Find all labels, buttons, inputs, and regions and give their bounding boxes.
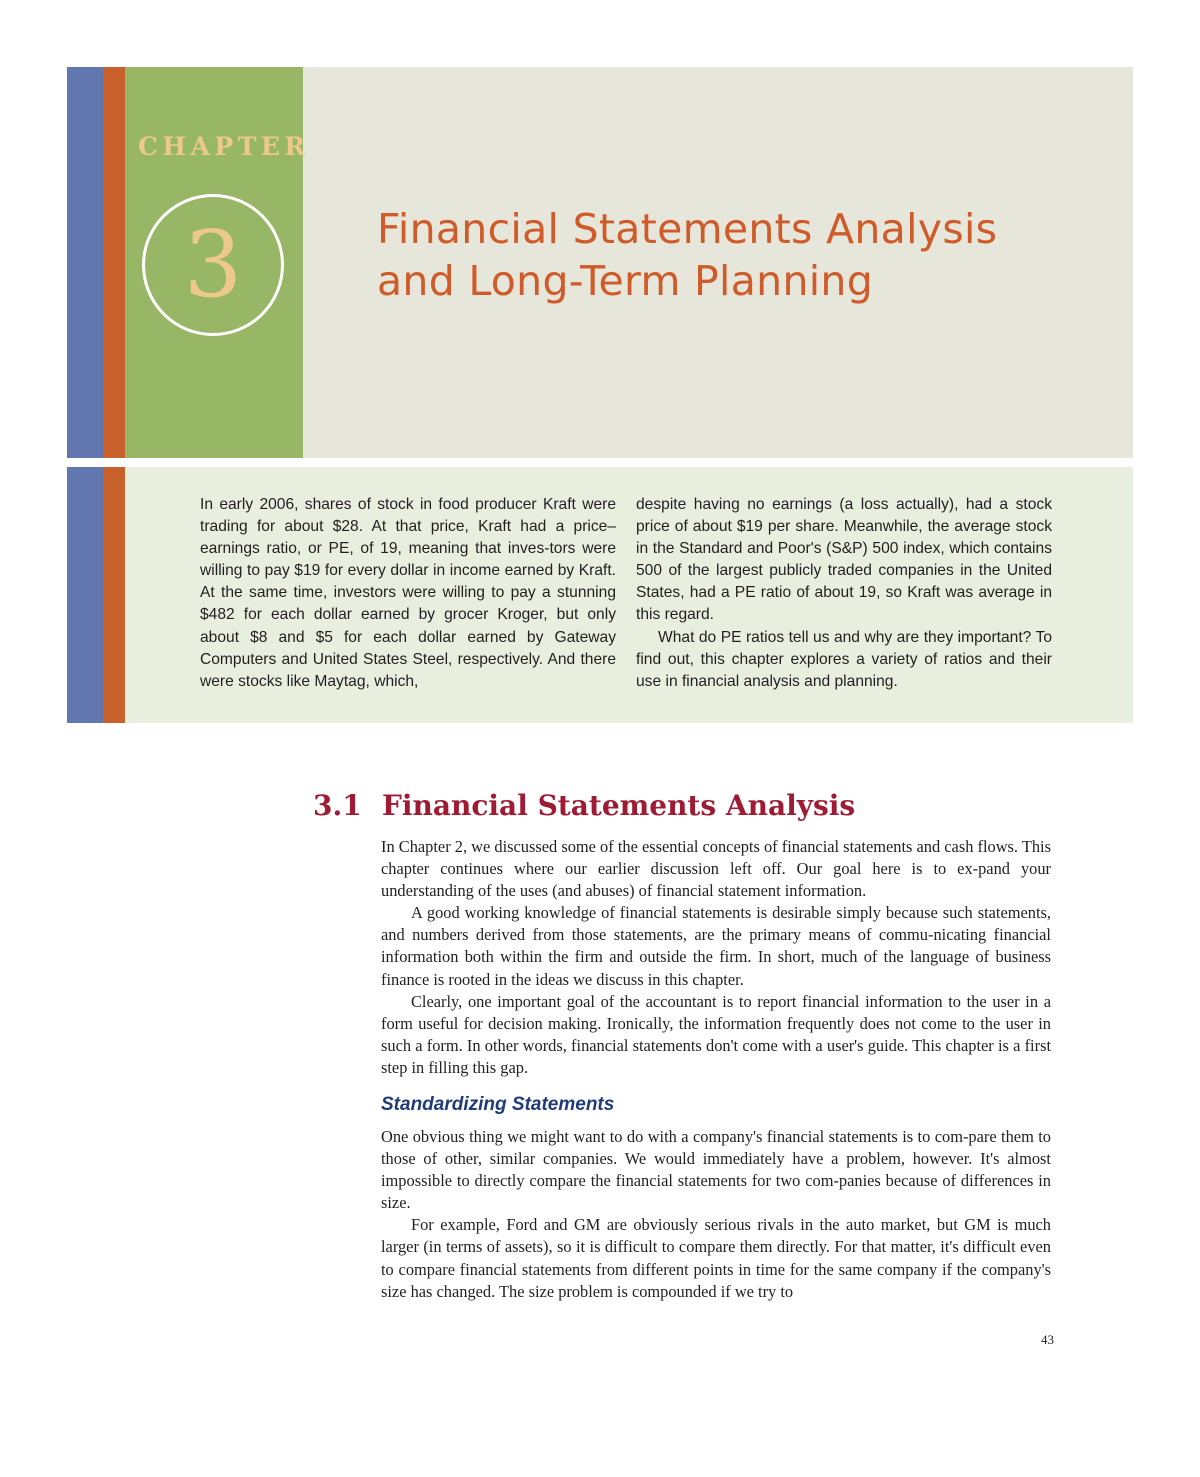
chapter-label: CHAPTER — [138, 132, 310, 161]
subsection-body — [381, 1126, 1051, 1303]
intro-column-right — [636, 494, 1052, 693]
intro-paragraph: What do PE ratios tell us and why are they important? To find out, this chapter explores a variety of ratios and their use in financial analysis and planning. — [636, 628, 1052, 690]
section-heading — [313, 789, 855, 822]
page-number: 43 — [1041, 1332, 1054, 1347]
header-blue-strip — [67, 67, 103, 458]
chapter-title-line-1: Financial Statements Analysis — [377, 205, 998, 253]
chapter-number: 3 — [183, 211, 243, 318]
body-paragraph: For example, Ford and GM are obviously serious rivals in the auto market, but GM is much larger (in terms of assets), so it is difficult to compare them directly. For that matter, it's difficult even to compare financial statements from different points in time for the same company if the company's size has changed. The size problem is compounded if we try to — [381, 1215, 1051, 1301]
intro-paragraph: In early 2006, shares of stock in food producer Kraft were trading for about $28. At that price, Kraft had a price–earnings ratio, or PE, of 19, meaning that inves-tors were willing to pay $19 for every dollar in income earned by Kraft. At the same time, investors were willing to pay a stunning $482 for each dollar earned by grocer Kroger, but only about $8 and $5 for each dollar earned by Gateway Computers and United States Steel, respectively. And there were stocks like Maytag, which, — [200, 496, 616, 690]
intro-orange-strip — [103, 467, 125, 723]
intro-column-left — [200, 494, 616, 693]
section-body — [381, 836, 1051, 1079]
subsection-heading: Standardizing Statements — [381, 1094, 615, 1115]
intro-blue-strip — [67, 467, 103, 723]
body-paragraph: In Chapter 2, we discussed some of the essential concepts of financial statements and cash flows. This chapter continues where our earlier discussion left off. Our goal here is to ex-pand your understanding of the uses (and abuses) of financial statement information. — [381, 837, 1051, 901]
chapter-title — [377, 203, 1117, 307]
intro-paragraph: despite having no earnings (a loss actually), had a stock price of about $19 per share. Meanwhile, the average stock in the Standard and Poor's (S&P) 500 index, which contains 500 of the largest publicly traded companies in the United States, had a PE ratio of about 19, so Kraft was average in this regard. — [636, 496, 1052, 624]
header-orange-strip — [103, 67, 125, 458]
chapter-title-line-2: and Long-Term Planning — [377, 257, 874, 305]
section-number: 3.1 — [313, 789, 362, 822]
section-title: Financial Statements Analysis — [382, 789, 856, 822]
body-paragraph: One obvious thing we might want to do with a company's financial statements is to com-pare them to those of other, similar companies. We would immediately have a problem, however. It's almost impossible to directly compare the financial statements for two com-panies because of differences in size. — [381, 1127, 1051, 1213]
body-paragraph: A good working knowledge of financial statements is desirable simply because such statements, and numbers derived from those statements, are the primary means of commu-nicating financial information both within the firm and outside the firm. In short, much of the language of business finance is rooted in the ideas we discuss in this chapter. — [381, 903, 1051, 989]
body-paragraph: Clearly, one important goal of the accountant is to report financial information to the user in a form useful for decision making. Ironically, the information frequently does not come to the user in such a form. In other words, financial statements don't come with a user's guide. This chapter is a first step in filling this gap. — [381, 991, 1051, 1077]
